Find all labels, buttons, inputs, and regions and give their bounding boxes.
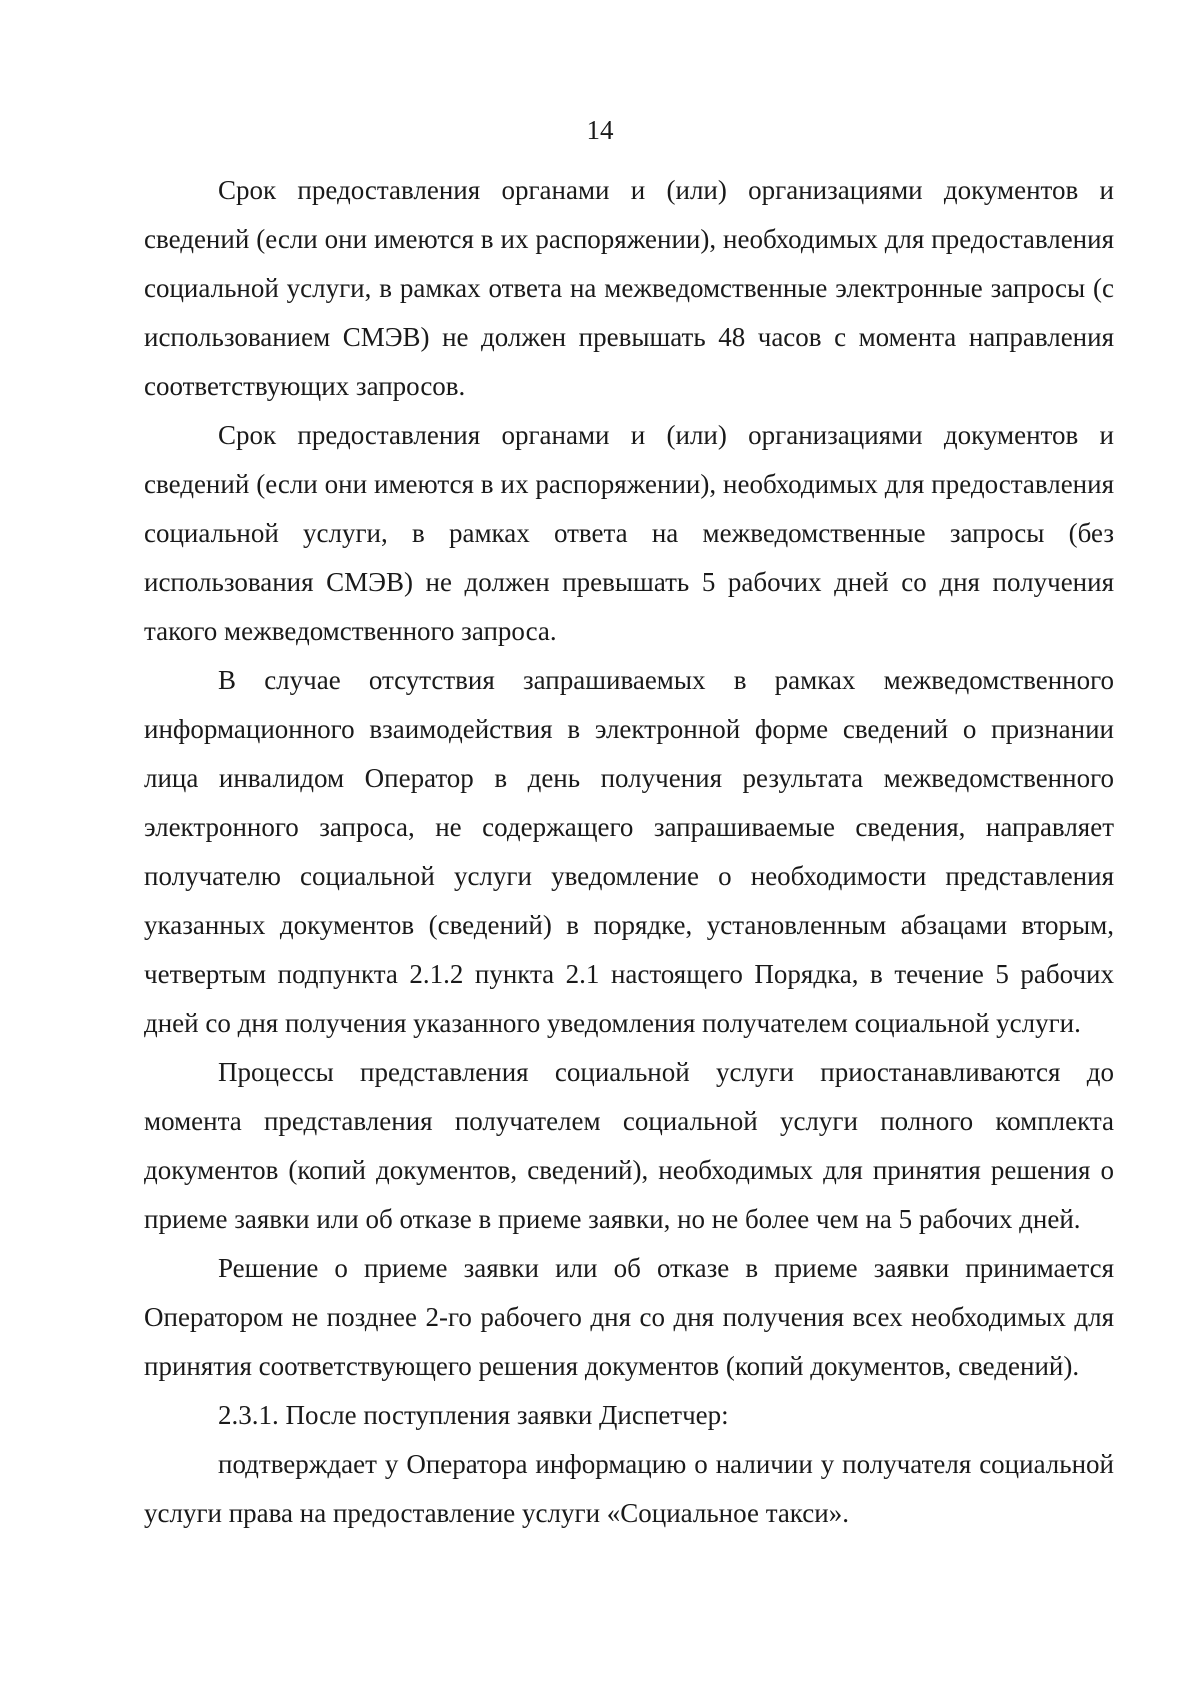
paragraph-dispatcher-confirmation: подтверждает у Оператора информацию о наличии у получателя социальной услуги права на предоставление услуги «Социальное такси».	[144, 1449, 1114, 1528]
document-body	[144, 166, 1114, 1538]
paragraph-smev-deadline: Срок предоставления органами и (или) организациями документов и сведений (если они имеются в их распоряжении), необходимых для предоставления социальной услуги, в рамках ответа на межведомственные электронные запросы (с использованием СМЭВ) не должен превышать 48 часов с момента направления соответствующих запросов.	[144, 175, 1114, 401]
paragraph-missing-information: В случае отсутствия запрашиваемых в рамках межведомственного информационного взаимодействия в электронной форме сведений о признании лица инвалидом Оператор в день получения результата межведомственного электронного запроса, не содержащего запрашиваемые сведения, направляет получателю социальной услуги уведомление о необходимости представления указанных документов (сведений) в порядке, установленным абзацами вторым, четвертым подпункта 2.1.2 пункта 2.1 настоящего Порядка, в течение 5 рабочих дней со дня получения указанного уведомления получателем социальной услуги.	[144, 665, 1114, 1038]
paragraph-suspension: Процессы представления социальной услуги приостанавливаются до момента представления получателем социальной услуги полного комплекта документов (копий документов, сведений), необходимых для принятия решения о приеме заявки или об отказе в приеме заявки, но не более чем на 5 рабочих дней.	[144, 1057, 1114, 1234]
paragraph-non-smev-deadline: Срок предоставления органами и (или) организациями документов и сведений (если они имеются в их распоряжении), необходимых для предоставления социальной услуги, в рамках ответа на межведомственные запросы (без использования СМЭВ) не должен превышать 5 рабочих дней со дня получения такого межведомственного запроса.	[144, 420, 1114, 646]
paragraph-section-2-3-1: 2.3.1. После поступления заявки Диспетчер:	[218, 1400, 729, 1430]
page-number: 14	[586, 115, 614, 145]
paragraph-decision: Решение о приеме заявки или об отказе в приеме заявки принимается Оператором не позднее 2-го рабочего дня со дня получения всех необходимых для принятия соответствующего решения документов (копий документов, сведений).	[144, 1253, 1114, 1381]
